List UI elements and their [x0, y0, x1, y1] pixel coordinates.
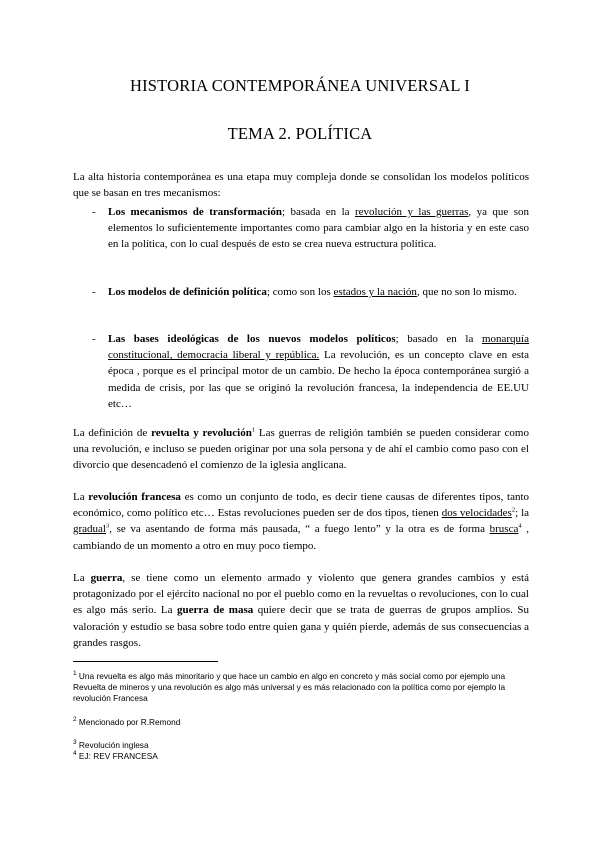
paragraph-revuelta: La definición de revuelta y revolución$^1$ Las guerras de religión también se pueden considerar como una revolución, e incluso se pueden originar por una sola persona y de ahí el cambio como paso con el divorcio que desencadenó el comienzo de la iglesia anglicana. — [73, 426, 529, 472]
footnote-2: $^2$ Mencionado por R.Remond — [73, 716, 181, 727]
footnote-ref-3[interactable]: 3 — [105, 522, 110, 530]
footnote-ref-1[interactable]: 1 — [251, 426, 256, 434]
term-dos-velocidades: dos velocidades — [441, 507, 512, 520]
footnote-separator — [73, 661, 218, 662]
list-item-3-underlined: monarquía constitucional, democracia liberal y república. — [108, 333, 529, 362]
paragraph-revolucion-francesa: La revolución francesa es como un conjunto de todo, es decir tiene causas de diferentes tipos, tanto económico, como político etc… Estas revoluciones pueden ser de dos tipos, tienen dos velocidades$^2$; la gradual$^3$, se va asentando de forma más pausada, “ a fuego lento” y la otra es de forma brusca$^4$ , cambiando de un momento a otro en muy poco tiempo. — [73, 491, 530, 552]
term-gradual: gradual — [73, 523, 106, 536]
term-brusca: brusca — [489, 523, 519, 536]
footnote-ref-2[interactable]: 2 — [511, 506, 516, 514]
list-item-1-underlined: revolución y las guerras — [354, 206, 469, 218]
list-dash: - — [92, 286, 96, 298]
list-item-1: - Los mecanismos de transformación; basada en la revolución y las guerras, ya que son elementos lo suficientemente importantes como para cambiar algo en la historia y en este caso en la política, con lo cual después de esto se crea nueva estructura política. — [92, 206, 529, 251]
footnote-3: $^3$ Revolución inglesa — [73, 739, 149, 750]
list-item-2-underlined: estados y la nación — [333, 286, 417, 298]
footnote-1: $^1$ Una revuelta es algo más minoritario y que hace un cambio en algo en concreto y más social como por ejemplo una Revuelta de mineros y una revolución es algo más universal y es más relacionado con la política como por ejemplo la revolución Francesa — [73, 670, 506, 703]
list-dash: - — [92, 333, 96, 345]
term-guerra: guerra — [90, 572, 123, 584]
document-title: HISTORIA CONTEMPORÁNEA UNIVERSAL I — [129, 76, 471, 95]
intro-paragraph: La alta historia contemporánea es una etapa muy compleja donde se consolidan los modelos políticos que se basan en tres mecanismos: — [73, 171, 529, 200]
list-item-3: - Las bases ideológicas de los nuevos modelos políticos; basado en la monarquía constitucional, democracia liberal y república. La revolución, es un concepto clave en esta época , porque es el principal motor de un cambio. De hecho la época contemporánea surgió a medida de crisis, por las que se originó la revolución francesa, la independencia de EE.UU etc… — [92, 333, 529, 410]
footnote-ref-4[interactable]: 4 — [518, 522, 522, 530]
list-item-2: - Los modelos de definición política; como son los estados y la nación, que no son lo mismo. — [92, 284, 529, 300]
list-item-1-term: Los mecanismos de transformación — [108, 206, 282, 218]
paragraph-guerra: La guerra, se tiene como un elemento armado y violento que genera grandes cambios y está protagonizado por el ejército nacional no por el pueblo como en la revueltas o revoluciones, con lo cual es algo más serio. La guerra de masa quiere decir que se trata de guerras de grupos amplios. Su valoración y estudio se basa sobre todo entre quien gana y quién pierde, además de sus consecuencias a grandes rasgos. — [73, 572, 529, 649]
term-revuelta: revuelta y revolución — [151, 427, 252, 439]
term-revolucion-francesa: revolución francesa — [88, 491, 181, 503]
list-item-2-term: Los modelos de definición política — [108, 286, 267, 298]
list-dash: - — [92, 206, 96, 218]
document-subtitle: TEMA 2. POLÍTICA — [227, 124, 373, 143]
footnote-4: $^4$ EJ: REV FRANCESA — [73, 750, 158, 761]
list-item-3-term: Las bases ideológicas de los nuevos modelos políticos — [108, 333, 396, 345]
term-guerra-de-masa: guerra de masa — [177, 604, 254, 617]
